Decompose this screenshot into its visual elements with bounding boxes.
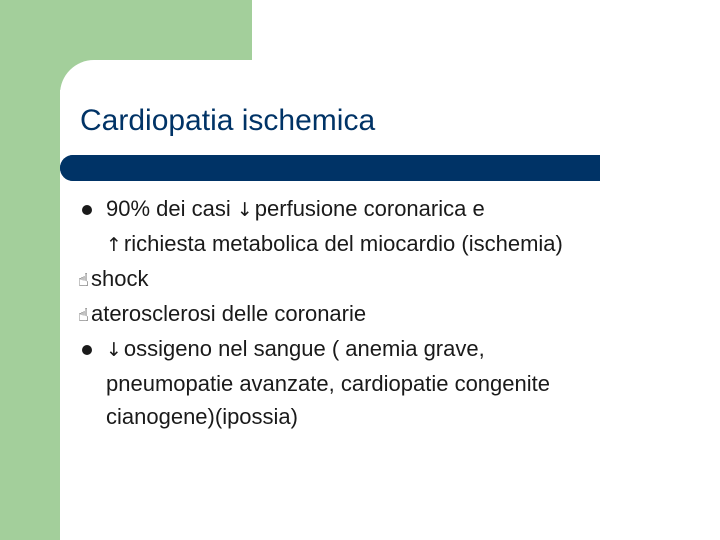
item-line: cianogene)(ipossia) [106, 404, 298, 429]
arrow-up-icon: ↑ [106, 234, 122, 256]
title-underline-bar [60, 155, 600, 181]
arrow-down-icon: ↓ [236, 199, 253, 221]
list-item [78, 192, 708, 262]
item-line: ↑richiesta metabolica del miocardio (ischemia) [106, 227, 708, 262]
list-item: ☝aterosclerosi delle coronarie [78, 297, 708, 332]
list-item: ☝shock [78, 262, 708, 297]
slide-body [78, 192, 708, 433]
bullet-dot-icon [82, 345, 92, 355]
slide-title: Cardiopatia ischemica [80, 104, 376, 137]
pointing-hand-icon: ☝ [78, 270, 89, 291]
item-line: 90% dei casi ↓perfusione coronarica e [106, 192, 708, 227]
item-line: ↓ossigeno nel sangue ( anemia grave, [106, 332, 708, 367]
item-line: pneumopatie avanzate, cardiopatie congenite [106, 371, 550, 396]
pointing-hand-icon: ☝ [78, 305, 89, 326]
list-item [78, 332, 708, 433]
bullet-dot-icon [82, 205, 92, 215]
arrow-down-icon: ↓ [106, 339, 122, 361]
